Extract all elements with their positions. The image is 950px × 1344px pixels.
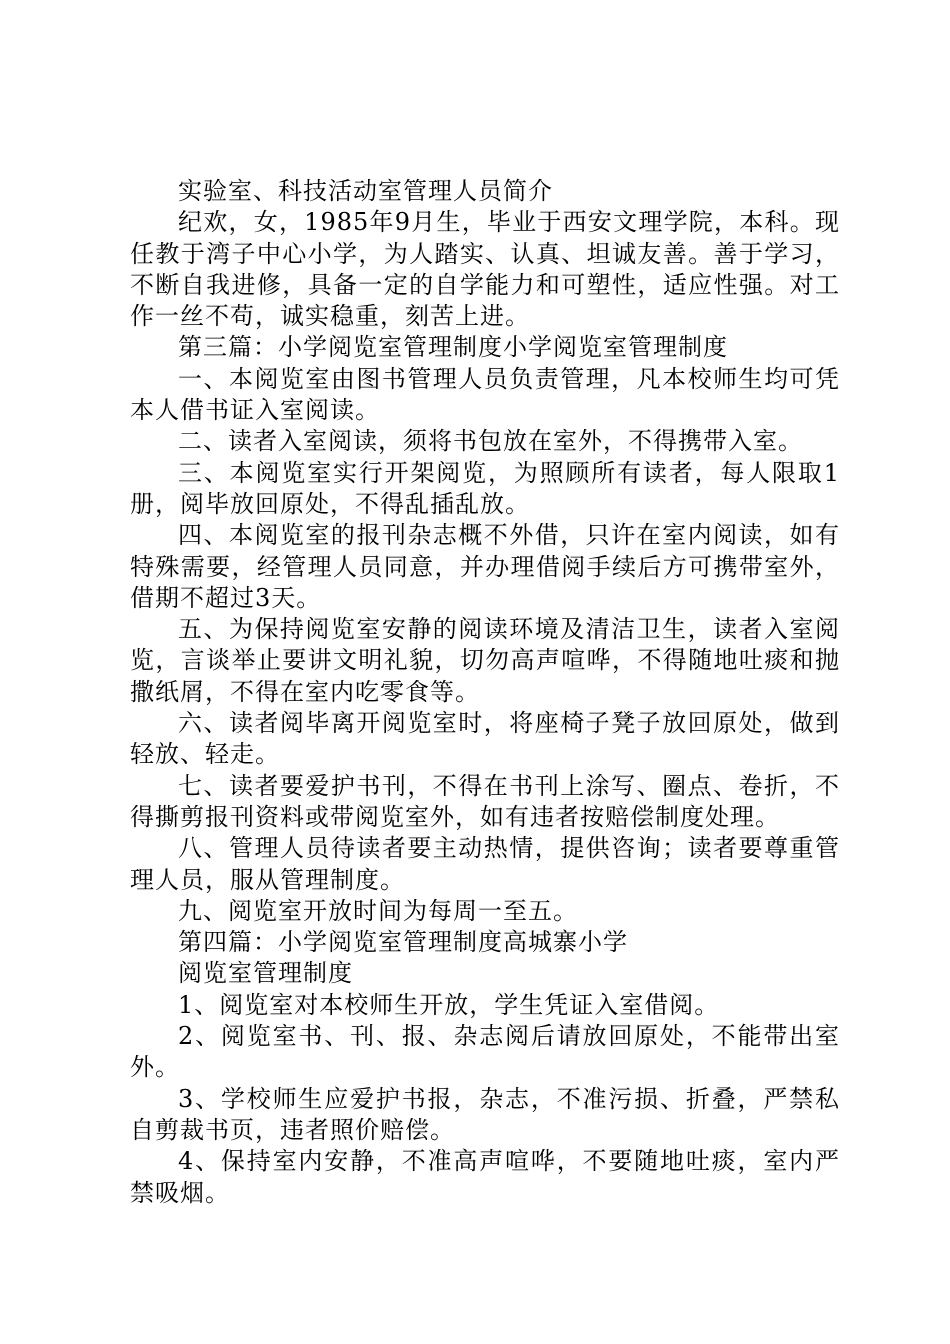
numbered-rule-3: 3、学校师生应爱护书报，杂志，不准污损、折叠，严禁私自剪裁书页，违者照价赔偿。 (130, 1084, 840, 1144)
rule-item-5: 五、为保持阅览室安静的阅读环境及清洁卫生，读者入室阅览，言谈举止要讲文明礼貌，切勿高声喧哗，不得随地吐痰和抛撒纸屑，不得在室内吃零食等。 (130, 615, 840, 706)
rule-item-4: 四、本阅览室的报刊杂志概不外借，只许在室内阅读，如有特殊需要，经管理人员同意，并办理借阅手续后方可携带室外，借期不超过3天。 (130, 521, 840, 612)
rule-item-7: 七、读者要爱护书刊，不得在书刊上涂写、圈点、卷折，不得撕剪报刊资料或带阅览室外，如有违者按赔偿制度处理。 (130, 771, 840, 831)
rule-item-8: 八、管理人员待读者要主动热情，提供咨询；读者要尊重管理人员，服从管理制度。 (130, 834, 840, 894)
section-subheading-reading-room-rules: 阅览室管理制度 (178, 959, 353, 988)
section-heading-part-four: 第四篇：小学阅览室管理制度高城寨小学 (178, 928, 628, 957)
numbered-rule-1: 1、阅览室对本校师生开放，学生凭证入室借阅。 (178, 990, 720, 1019)
rule-item-3: 三、本阅览室实行开架阅览，为照顾所有读者，每人限取1册，阅毕放回原处，不得乱插乱放。 (130, 458, 840, 518)
numbered-rule-4: 4、保持室内安静，不准高声喧哗，不要随地吐痰，室内严禁吸烟。 (130, 1147, 840, 1207)
staff-profile-paragraph: 纪欢，女，1985年9月生，毕业于西安文理学院，本科。现任教于湾子中心小学，为人踏实、认真、坦诚友善。善于学习，不断自我进修，具备一定的自学能力和可塑性，适应性强。对工作一丝不苟，诚实稳重，刻苦上进。 (130, 208, 840, 331)
section-heading-part-three: 第三篇：小学阅览室管理制度小学阅览室管理制度 (178, 333, 728, 362)
document-body (130, 176, 840, 1209)
rule-item-2: 二、读者入室阅读，须将书包放在室外，不得携带入室。 (178, 427, 803, 456)
section-heading-lab-staff: 实验室、科技活动室管理人员简介 (178, 177, 553, 205)
rule-item-9: 九、阅览室开放时间为每周一至五。 (178, 896, 578, 925)
rule-item-1: 一、本阅览室由图书管理人员负责管理，凡本校师生均可凭本人借书证入室阅读。 (130, 364, 840, 425)
rule-item-6: 六、读者阅毕离开阅览室时，将座椅子凳子放回原处，做到轻放、轻走。 (130, 709, 840, 769)
numbered-rule-2: 2、阅览室书、刊、报、杂志阅后请放回原处，不能带出室外。 (130, 1022, 840, 1082)
